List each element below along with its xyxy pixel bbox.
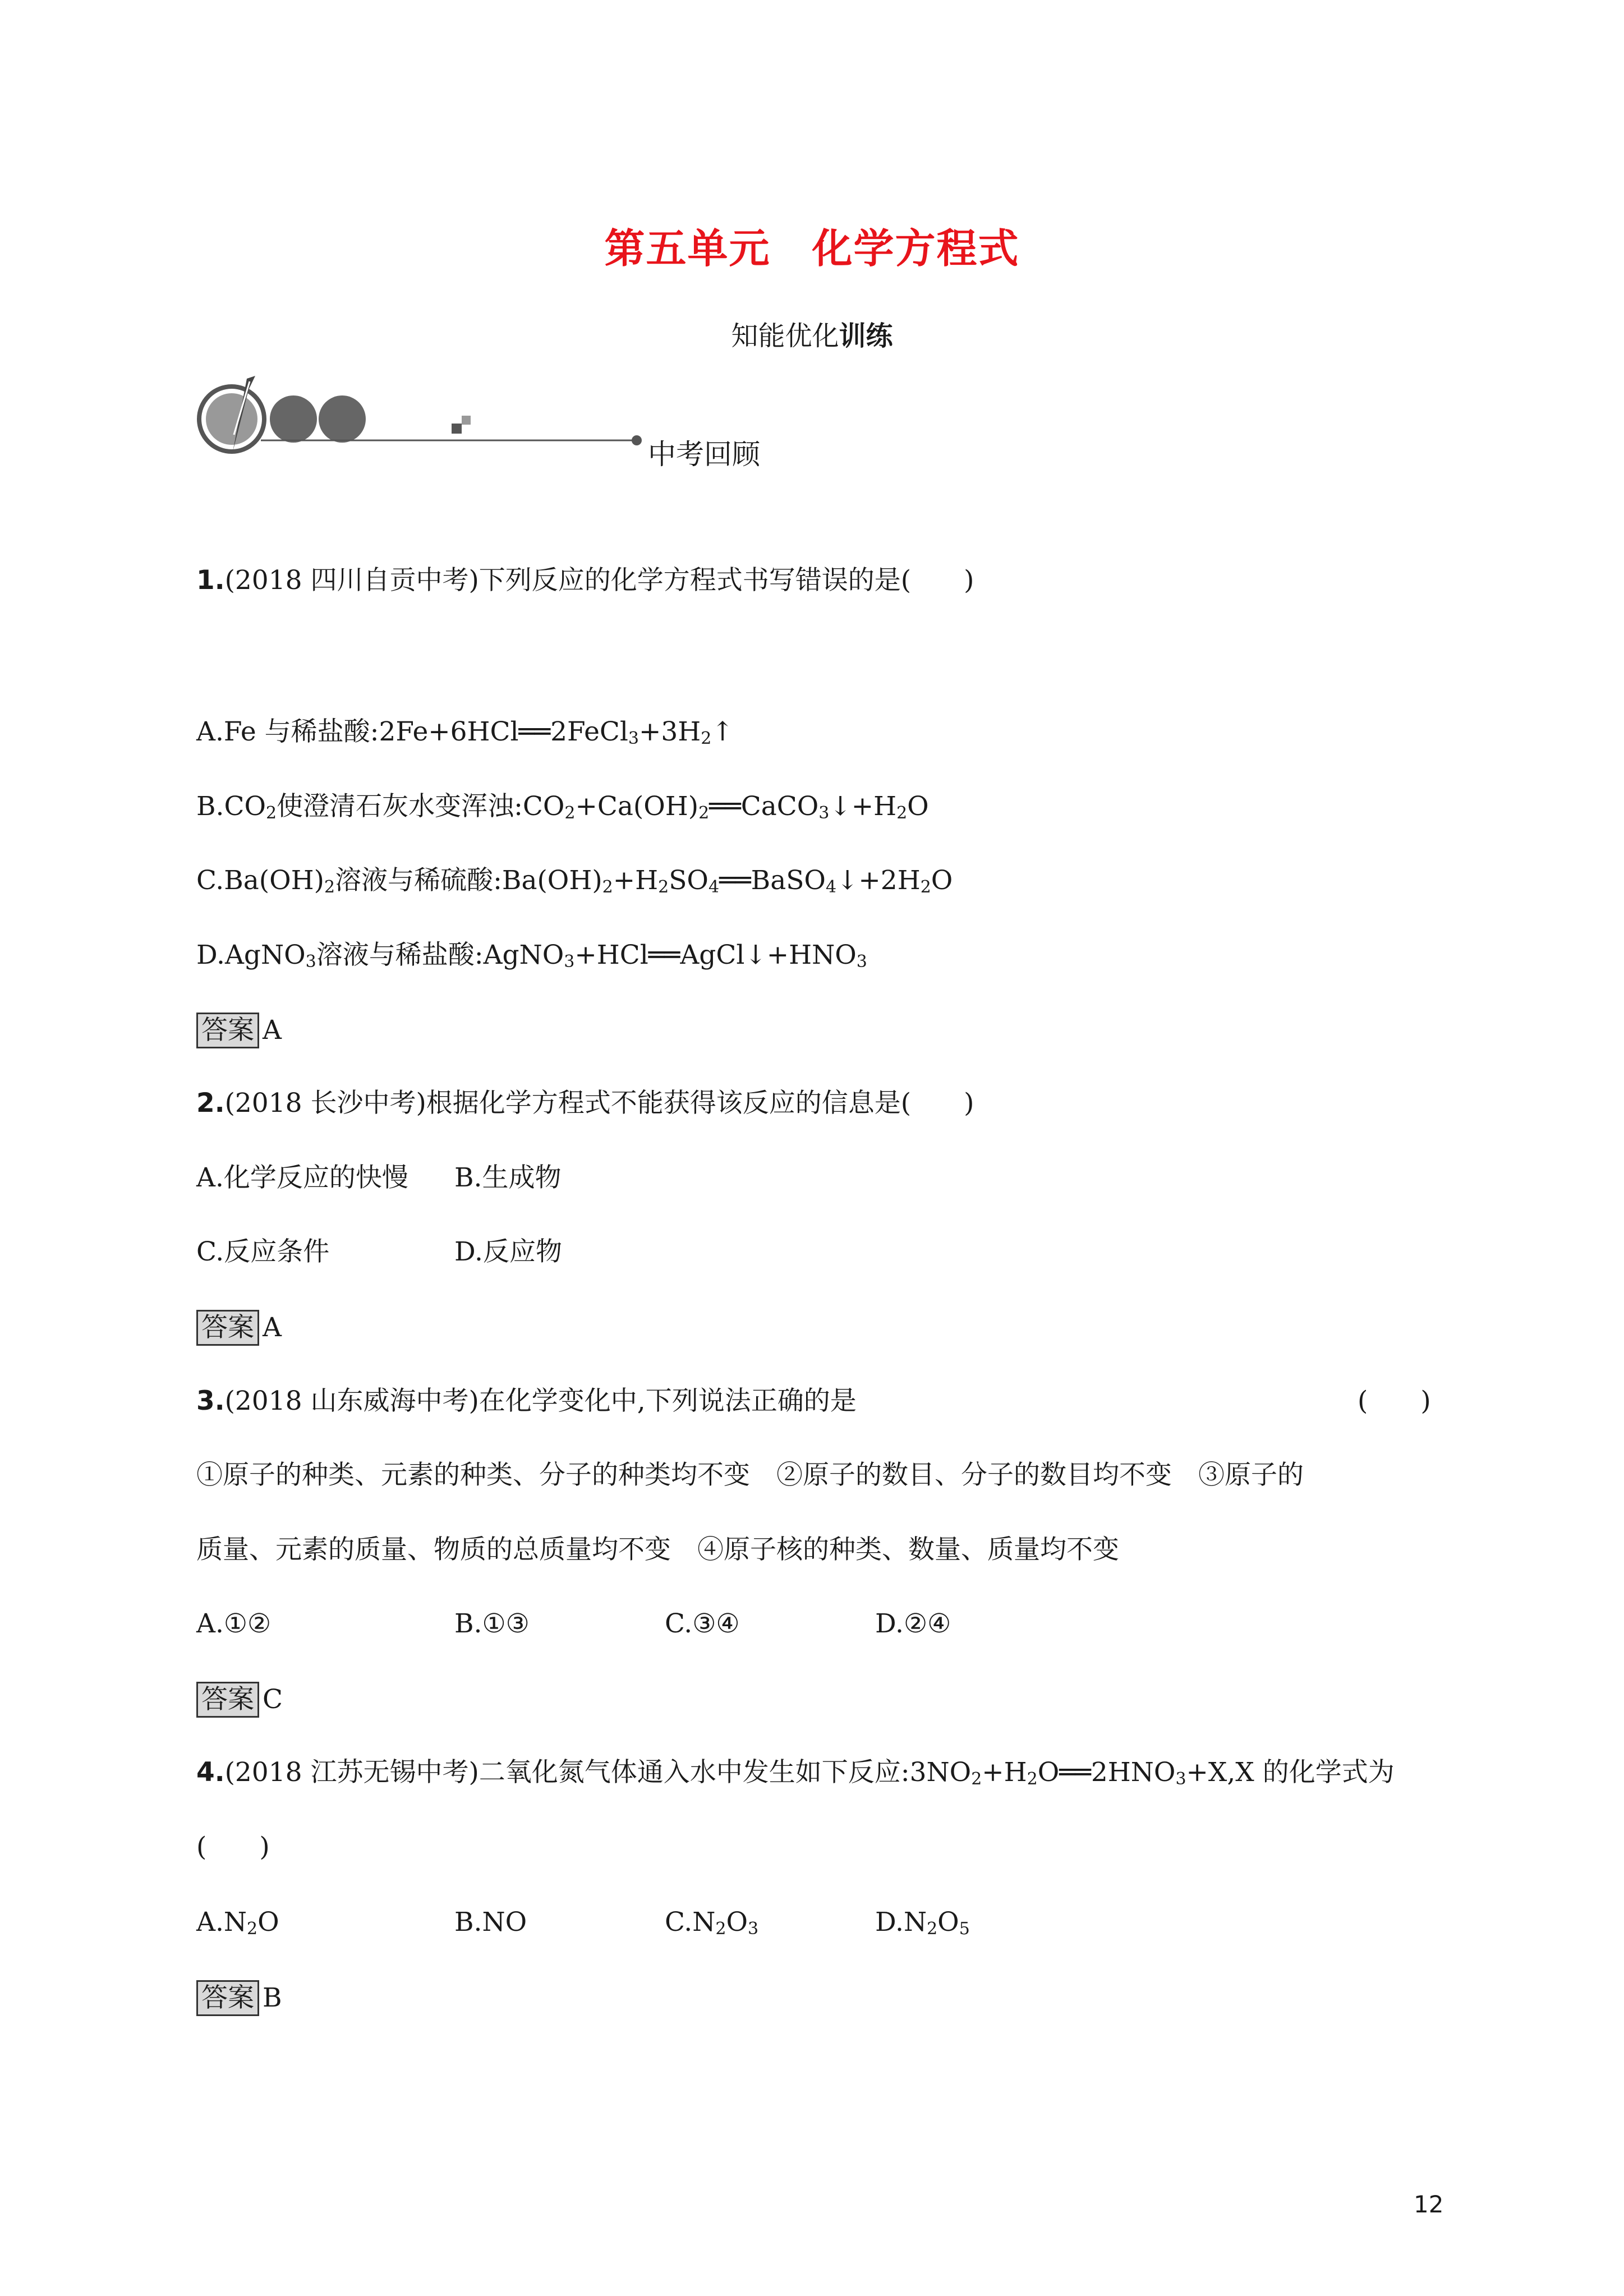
q4-option-b: B.NO (454, 1907, 527, 1938)
answer-label-box: 答案 (196, 1682, 259, 1718)
q2-option-d: D.反应物 (454, 1236, 562, 1267)
question-text: (2018 四川自贡中考)下列反应的化学方程式书写错误的是( ) (224, 565, 974, 596)
answer-value: C (263, 1684, 283, 1715)
answer-label-box: 答案 (196, 1310, 259, 1346)
q1-option-b: $B.CO_2$使澄清石灰水变浑浊$:CO_2+Ca(OH)_2══CaCO_3↓+H_2O$ (196, 791, 929, 823)
section-label: 中考回顾 (648, 438, 760, 471)
question-number: 2. (196, 1088, 225, 1119)
q3-answer-paren: ( ) (1358, 1386, 1431, 1416)
question-1 (196, 564, 974, 597)
answer-value: B (263, 1982, 282, 2013)
q4-option-c: $C.N_2O_3$ (665, 1907, 759, 1939)
page-title: 第五单元 化学方程式 (604, 224, 1020, 272)
question-3 (196, 1384, 857, 1418)
q4-answer (196, 1980, 282, 2016)
dark-circle-icon (319, 395, 366, 443)
dark-circle-icon (270, 395, 317, 443)
q4-answer-paren: ( ) (196, 1832, 270, 1862)
q4-option-a: $A.N_2O$ (196, 1907, 279, 1939)
question-text: (2018 山东威海中考)在化学变化中,下列说法正确的是 (224, 1386, 857, 1416)
q3-answer (196, 1682, 283, 1718)
subtitle-prefix: 知能优化 (731, 320, 839, 352)
q2-option-a: A.化学反应的快慢 (196, 1162, 408, 1193)
q3-option-b: B.①③ (454, 1608, 530, 1639)
page-number: 12 (1414, 2191, 1444, 2218)
q3-statement-line: 质量、元素的质量、物质的总质量均不变 ④原子核的种类、数量、质量均不变 (196, 1534, 1119, 1565)
q3-statement-line: ①原子的种类、元素的种类、分子的种类均不变 ②原子的数目、分子的数目均不变 ③原子的 (196, 1460, 1304, 1490)
question-2 (196, 1087, 974, 1120)
answer-label-box: 答案 (196, 1980, 259, 2016)
answer-value: A (263, 1312, 282, 1343)
q3-option-c: C.③④ (665, 1608, 740, 1639)
q1-answer (196, 1013, 282, 1048)
question-number: 4. (196, 1757, 225, 1788)
q3-option-a: A.①② (196, 1608, 272, 1639)
question-number: 1. (196, 565, 225, 596)
question-4: 4.(2018 江苏无锡中考)二氧化氮气体通入水中发生如下反应$:3NO_2+H_2O══2HNO_3+X,X$ 的化学式为 (196, 1757, 1395, 1789)
answer-label-box: 答案 (196, 1013, 259, 1048)
q1-option-c: $C.Ba(OH)_2$溶液与稀硫酸$:Ba(OH)_2+H_2SO_4══BaSO_4↓+2H_2O$ (196, 865, 953, 897)
answer-value: A (263, 1015, 282, 1046)
question-number: 3. (196, 1386, 225, 1416)
q3-option-d: D.②④ (875, 1608, 951, 1639)
page-subtitle (0, 314, 1624, 353)
q2-option-c: C.反应条件 (196, 1236, 330, 1267)
q1-option-d: D.AgNO$_3$溶液与稀盐酸$:AgNO_3+HCl══AgCl↓+HNO_3$ (196, 940, 867, 972)
q2-option-b: B.生成物 (454, 1162, 562, 1193)
question-text: (2018 长沙中考)根据化学方程式不能获得该反应的信息是( ) (224, 1088, 974, 1119)
q2-answer (196, 1310, 282, 1346)
subtitle-bold: 训练 (839, 320, 893, 352)
q1-option-a: A.Fe 与稀盐酸$:2Fe+6HCl══2FeCl_3+3H_2↑$ (196, 716, 734, 748)
q4-option-d: $D.N_2O_5$ (875, 1907, 970, 1939)
